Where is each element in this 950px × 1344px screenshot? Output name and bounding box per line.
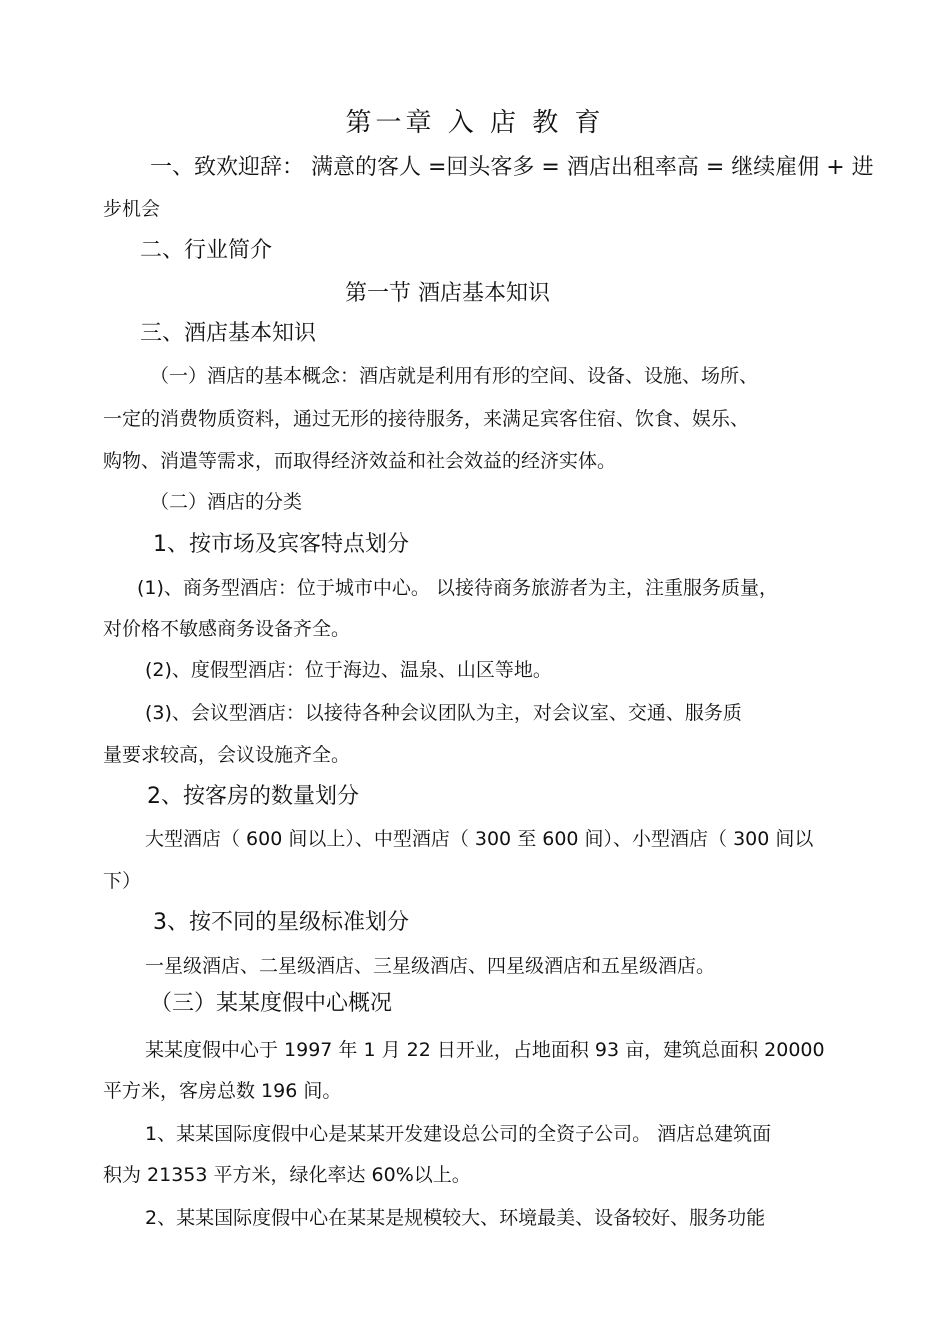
welcome-line-continued: 步机会 [103, 198, 161, 220]
resort-overview-heading: （三）某某度假中心概况 [150, 991, 393, 1016]
concept-paragraph-line-1: （一）酒店的基本概念：酒店就是利用有形的空间、设备、设施、场所、 [150, 365, 759, 387]
concept-paragraph-line-3: 购物、消遣等需求，而取得经济效益和社会效益的经济实体。 [103, 450, 617, 472]
welcome-line: 一、致欢迎辞： 满意的客人 =回头客多 = 酒店出租率高 = 继续雇佣 + 进 [150, 155, 874, 180]
resort-overview-line-1: 某某度假中心于 1997 年 1 月 22 日开业，占地面积 93 亩，建筑总面积 20000 [145, 1039, 825, 1061]
section-title: 第一节 酒店基本知识 [345, 281, 550, 306]
market-classification-heading: 1、按市场及宾客特点划分 [153, 532, 409, 557]
room-count-heading: 2、按客房的数量划分 [147, 784, 359, 809]
star-rating-line: 一星级酒店、二星级酒店、三星级酒店、四星级酒店和五星级酒店。 [145, 955, 716, 977]
star-rating-heading: 3、按不同的星级标准划分 [153, 910, 409, 935]
chapter-title: 第一章 入 店 教 育 [345, 108, 605, 138]
classification-heading: （二）酒店的分类 [150, 491, 303, 513]
hotel-knowledge-heading: 三、酒店基本知识 [140, 321, 317, 346]
concept-paragraph-line-2: 一定的消费物质资料，通过无形的接待服务，来满足宾客住宿、饮食、娱乐、 [103, 408, 750, 430]
conference-hotel-line-2: 量要求较高，会议设施齐全。 [103, 744, 351, 766]
business-hotel-line-1: (1)、商务型酒店：位于城市中心。 以接待商务旅游者为主，注重服务质量， [137, 577, 778, 599]
room-count-line-2: 下） [103, 870, 142, 892]
conference-hotel-line-1: (3)、会议型酒店：以接待各种会议团队为主，对会议室、交通、服务质 [145, 702, 742, 724]
room-count-line-1: 大型酒店（ 600 间以上）、中型酒店（ 300 至 600 间）、小型酒店（ 300 间以 [145, 828, 814, 850]
subsidiary-line-2: 积为 21353 平方米，绿化率达 60%以上。 [103, 1164, 471, 1186]
industry-intro-heading: 二、行业简介 [140, 238, 273, 263]
scale-line: 2、某某国际度假中心在某某是规模较大、环境最美、设备较好、服务功能 [145, 1207, 766, 1229]
business-hotel-line-2: 对价格不敏感商务设备齐全。 [103, 618, 351, 640]
subsidiary-line-1: 1、某某国际度假中心是某某开发建设总公司的全资子公司。 酒店总建筑面 [145, 1123, 772, 1145]
resort-hotel-line: (2)、度假型酒店：位于海边、温泉、山区等地。 [145, 659, 552, 681]
resort-overview-line-2: 平方米，客房总数 196 间。 [103, 1080, 342, 1102]
